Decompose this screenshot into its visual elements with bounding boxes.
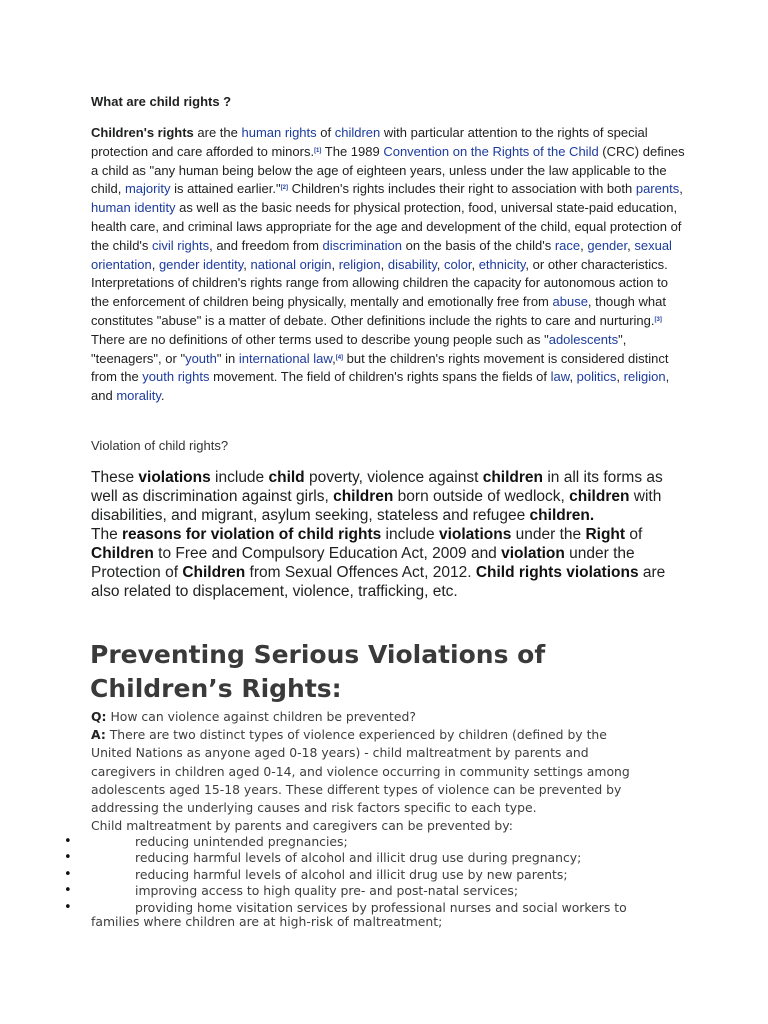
ref-2[interactable]: [2] [280, 185, 288, 192]
link-human-rights[interactable]: human rights [241, 125, 317, 140]
text: include [381, 526, 439, 543]
text: is attained earlier." [170, 181, 281, 197]
bold-text: children [333, 488, 394, 505]
link-youth[interactable]: youth [185, 350, 217, 366]
text: The 1989 [321, 143, 384, 159]
text: , though what constitutes "abuse" is a matter of debate. Other definitions include the rights to care and nurturing. [91, 294, 666, 328]
text: of [625, 526, 643, 543]
bold-text: children [569, 488, 630, 505]
text: ", "teenagers", or " [91, 331, 627, 366]
q-text: How can violence against children be prevented? [106, 709, 416, 724]
bold-text: Right [585, 526, 626, 543]
bold-text: violations [438, 526, 512, 543]
text: are the [193, 125, 242, 140]
list-item-text: reducing harmful levels of alcohol and illicit drug use during pregnancy; [135, 850, 582, 866]
bold-text: Children [91, 545, 154, 562]
a-text: There are two distinct types of violence experienced by children (defined by the United Nations as anyone aged 0-18 years) - child maltreatment by parents and caregivers in children aged 0-14, and violence occurring in community settings among adolescents aged 15-18 years. These different types of violence can be prevented by addressing the underlying causes and risk factors specific to each type. [91, 727, 630, 816]
text: , [151, 256, 159, 272]
preventing-heading: Preventing Serious Violations of Children’s Rights: [90, 640, 546, 703]
list-item-text: reducing unintended pregnancies; [135, 834, 348, 849]
bold-text: Children [182, 564, 246, 581]
text: , [243, 256, 251, 272]
text: under the Protection of [91, 545, 635, 581]
violation-question: Violation of child rights? [91, 438, 229, 453]
link-morality[interactable]: morality [116, 388, 161, 404]
link-gender[interactable]: gender [587, 237, 628, 253]
text: , and [91, 369, 670, 404]
bullet-icon: • [64, 883, 72, 899]
link-discrimination[interactable]: discrimination [322, 237, 403, 253]
link-human-identity[interactable]: human identity [91, 200, 176, 216]
qa-block [91, 708, 651, 817]
prevention-lead: Child maltreatment by parents and caregivers can be prevented by: [91, 818, 513, 833]
list-item [60, 850, 680, 866]
text: with particular attention to the rights of special protection and care afforded to minors. [91, 125, 648, 159]
text: , [569, 369, 577, 385]
bullet-icon: • [64, 834, 72, 849]
list-item-text: improving access to high quality pre- and post-natal services; [135, 883, 519, 899]
text: Children's rights includes their right to association with both [287, 181, 636, 197]
text: on the basis of the child's [402, 237, 555, 253]
bold-text: children [482, 469, 544, 486]
text: , [627, 237, 635, 253]
violations-paragraph [91, 468, 691, 601]
ref-1[interactable]: [1] [314, 147, 322, 154]
list-item [60, 883, 680, 899]
text: to Free and Compulsory Education Act, 2009 and [153, 545, 502, 562]
list-item-text: reducing harmful levels of alcohol and illicit drug use by new parents; [135, 866, 568, 882]
link-majority[interactable]: majority [124, 181, 171, 197]
list-item [60, 867, 680, 883]
link-parents[interactable]: parents [635, 181, 680, 197]
bullet-icon: • [64, 899, 72, 915]
bullet-icon: • [64, 850, 72, 866]
link-politics[interactable]: politics [576, 369, 617, 385]
bullet-icon: • [64, 866, 72, 882]
text: , and freedom from [209, 237, 323, 253]
a-label: A: [91, 727, 106, 743]
link-sexual-orientation[interactable]: sexual orientation [91, 237, 672, 272]
link-religion[interactable]: religion [338, 256, 381, 272]
text: , [436, 256, 444, 272]
list-item-continuation: families where children are at high-risk of maltreatment; [91, 914, 443, 929]
text: (CRC) defines a child as "any human being below the age of eighteen years, unless under the law applicable to the child, [91, 143, 685, 197]
text: , [616, 369, 624, 385]
link-crc[interactable]: Convention on the Rights of the Child [383, 143, 599, 159]
text: include [210, 469, 269, 486]
bold-text: children. [529, 507, 595, 524]
term-childrens-rights: Children's rights [91, 125, 194, 140]
bold-text: reasons for violation of child rights [122, 526, 382, 543]
ref-4[interactable]: [4] [335, 354, 344, 361]
link-national-origin[interactable]: national origin [250, 256, 332, 272]
text: are also related to displacement, violence, trafficking, etc. [91, 564, 666, 600]
text: , [331, 256, 339, 272]
text: as well as the basic needs for physical protection, food, universal state-paid education, health care, and criminal laws appropriate for the age and development of the child, equal protection of the child's [91, 200, 682, 253]
text: , [380, 256, 388, 272]
link-gender-identity[interactable]: gender identity [158, 256, 244, 272]
link-disability[interactable]: disability [387, 256, 437, 272]
text: of [316, 125, 335, 140]
text: in all its forms as well as discrimination against girls, [91, 469, 663, 505]
link-religion-2[interactable]: religion [623, 369, 666, 385]
bold-text: violation [501, 545, 565, 562]
text: , or other characteristics. Interpretations of children's rights range from allowing children the capacity for autonomous action to the enforcement of children being physically, mentally and emotionally free from [91, 256, 668, 310]
text: These [91, 469, 139, 486]
link-ethnicity[interactable]: ethnicity [478, 256, 526, 272]
bold-text: Child rights violations [475, 564, 639, 581]
text: , [679, 181, 683, 197]
child-rights-paragraph [91, 124, 685, 406]
link-color[interactable]: color [443, 256, 472, 272]
link-youth-rights[interactable]: youth rights [142, 369, 210, 385]
text: , [471, 256, 479, 272]
list-item-text: providing home visitation services by professional nurses and social workers to [135, 899, 627, 915]
bold-text: violations [138, 469, 211, 486]
text: . [160, 388, 165, 404]
text: but the children's rights movement is considered distinct from the [91, 350, 669, 385]
prevention-list [60, 834, 680, 916]
list-item [60, 834, 680, 850]
section-heading: What are child rights ? [91, 94, 232, 109]
text: poverty, violence against [304, 469, 483, 486]
link-abuse[interactable]: abuse [552, 294, 588, 310]
text: from Sexual Offences Act, 2012. [245, 564, 476, 581]
text: movement. The field of children's rights spans the fields of [209, 369, 551, 385]
text: , [332, 350, 336, 366]
link-international-law[interactable]: international law [238, 350, 333, 366]
link-law[interactable]: law [550, 369, 570, 385]
text: " in [216, 350, 239, 366]
bold-text: child [268, 469, 305, 486]
text: with disabilities, and migrant, asylum seeking, stateless and refugee [91, 488, 662, 524]
text: , [580, 237, 588, 253]
link-adolescents[interactable]: adolescents [548, 331, 619, 347]
text: There are no definitions of other terms used to describe young people such as " [91, 331, 549, 347]
text: under the [511, 526, 586, 543]
link-children[interactable]: children [334, 125, 381, 140]
q-label: Q: [91, 709, 107, 724]
text: The [91, 526, 123, 543]
link-race[interactable]: race [554, 237, 581, 253]
link-civil-rights[interactable]: civil rights [152, 237, 210, 253]
text: born outside of wedlock, [393, 488, 570, 505]
ref-3[interactable]: [3] [654, 316, 662, 323]
